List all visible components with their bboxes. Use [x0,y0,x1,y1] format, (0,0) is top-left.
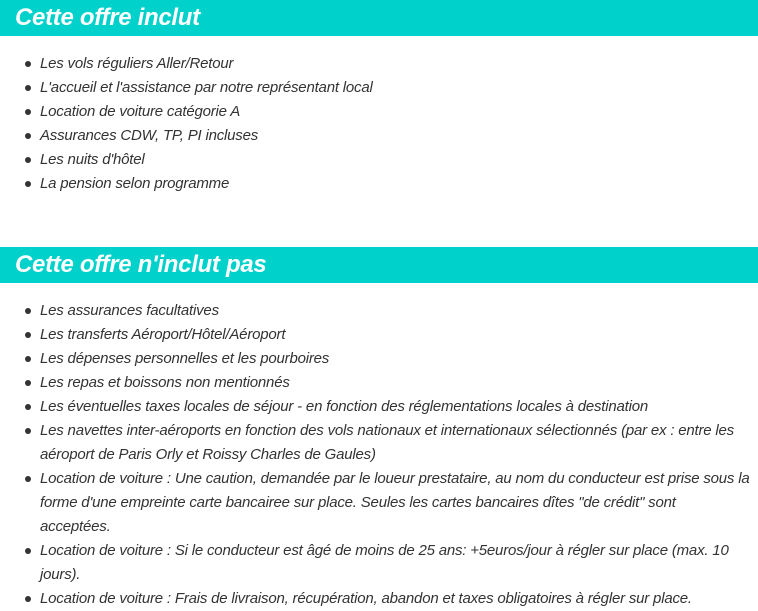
included-section [0,0,758,247]
list-item [0,299,758,323]
bullet-icon [25,109,31,115]
bullet-icon [25,133,31,139]
bullet-icon [25,181,31,187]
excluded-section [0,247,758,611]
list-item-text: Location de voiture catégorie A [40,103,241,120]
list-item [0,347,758,371]
list-item-text: Les éventuelles taxes locales de séjour - en fonction des réglementations locales à destination [40,398,649,415]
bullet-icon [25,404,31,410]
list-item-text: La pension selon programme [40,175,230,192]
list-item-text: Location de voiture : Frais de livraison, récupération, abandon et taxes obligatoires à régler sur place. [40,590,692,607]
list-item [0,395,758,419]
bullet-icon [25,308,31,314]
list-item-text: Les navettes inter-aéroports en fonction des vols nationaux et internationaux sélectionnés (par ex : entre les aéroport de Paris Orly et Roissy Charles de Gaules) [40,422,734,463]
bullet-icon [25,61,31,67]
list-item [0,172,758,196]
list-item [0,323,758,347]
list-item-text: Les dépenses personnelles et les pourboires [40,350,330,367]
list-item [0,124,758,148]
excluded-section-title: Cette offre n'inclut pas [15,251,267,278]
included-list [0,36,758,247]
bullet-icon [25,548,31,554]
included-section-header [0,0,758,36]
bullet-icon [25,596,31,602]
excluded-section-header [0,247,758,283]
list-item [0,76,758,100]
list-item [0,419,758,467]
bullet-icon [25,332,31,338]
list-item-text: Assurances CDW, TP, PI incluses [40,127,259,144]
list-item [0,467,758,539]
bullet-icon [25,428,31,434]
bullet-icon [25,380,31,386]
list-item-text: L'accueil et l'assistance par notre représentant local [40,79,373,96]
list-item [0,100,758,124]
included-section-title: Cette offre inclut [15,4,200,31]
bullet-icon [25,356,31,362]
list-item-text: Les vols réguliers Aller/Retour [40,55,234,72]
bullet-icon [25,476,31,482]
list-item-text: Les assurances facultatives [40,302,219,319]
list-item [0,148,758,172]
list-item-text: Les repas et boissons non mentionnés [40,374,290,391]
bullet-icon [25,157,31,163]
list-item-text: Location de voiture : Si le conducteur est âgé de moins de 25 ans: +5euros/jour à régler sur place (max. 10 jours). [40,542,729,583]
excluded-list [0,283,758,611]
list-item [0,587,758,611]
list-item [0,52,758,76]
list-item-text: Les transferts Aéroport/Hôtel/Aéroport [40,326,286,343]
list-item-text: Les nuits d'hôtel [40,151,145,168]
bullet-icon [25,85,31,91]
list-item [0,371,758,395]
list-item-text: Location de voiture : Une caution, demandée par le loueur prestataire, au nom du conducteur est prise sous la forme d'une empreinte carte bancairee sur place. Seules les cartes bancaires dîtes "de crédit" sont acceptées. [40,470,750,535]
